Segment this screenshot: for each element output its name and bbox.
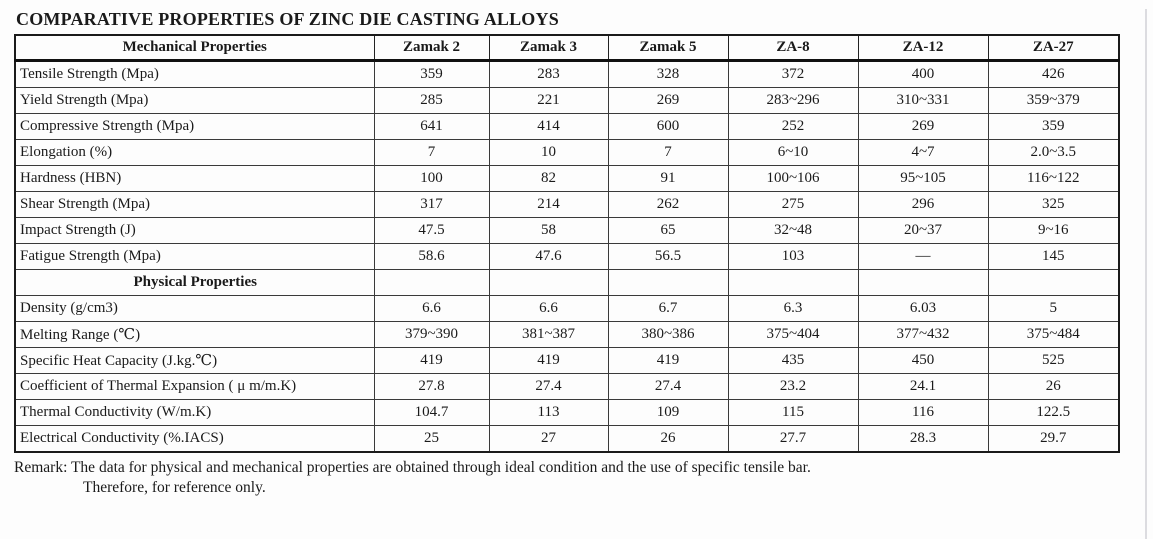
value-cell: 525	[988, 348, 1119, 374]
value-cell: 27.4	[489, 374, 608, 400]
row-label: Elongation (%)	[15, 140, 374, 166]
value-cell: 7	[374, 140, 489, 166]
value-cell	[858, 270, 988, 296]
value-cell: 25	[374, 426, 489, 453]
row-label: Electrical Conductivity (%.IACS)	[15, 426, 374, 453]
column-header: Mechanical Properties	[15, 35, 374, 61]
value-cell: 58	[489, 218, 608, 244]
column-header: ZA-8	[728, 35, 858, 61]
value-cell: 380~386	[608, 322, 728, 348]
value-cell: 100~106	[728, 166, 858, 192]
column-header: ZA-27	[988, 35, 1119, 61]
value-cell: 7	[608, 140, 728, 166]
value-cell: 379~390	[374, 322, 489, 348]
value-cell: 109	[608, 400, 728, 426]
value-cell: 262	[608, 192, 728, 218]
header-row	[15, 35, 1119, 61]
value-cell: 252	[728, 114, 858, 140]
value-cell: 328	[608, 61, 728, 88]
column-header: Zamak 2	[374, 35, 489, 61]
value-cell: 283	[489, 61, 608, 88]
scan-page-edge	[1145, 9, 1147, 539]
value-cell: 27.4	[608, 374, 728, 400]
remark	[14, 458, 1153, 499]
value-cell: 56.5	[608, 244, 728, 270]
remark-line-2: Therefore, for reference only.	[83, 479, 266, 497]
table-row	[15, 88, 1119, 114]
value-cell: 23.2	[728, 374, 858, 400]
table-row	[15, 348, 1119, 374]
remark-line-1: Remark: The data for physical and mechanical properties are obtained through ideal condition and the use of specific tensile bar.	[14, 459, 811, 476]
row-label: Fatigue Strength (Mpa)	[15, 244, 374, 270]
table-row	[15, 296, 1119, 322]
value-cell: 26	[608, 426, 728, 453]
value-cell: 6~10	[728, 140, 858, 166]
row-label: Yield Strength (Mpa)	[15, 88, 374, 114]
value-cell: 275	[728, 192, 858, 218]
document-page	[0, 9, 1153, 499]
value-cell	[608, 270, 728, 296]
value-cell: 5	[988, 296, 1119, 322]
table-row	[15, 192, 1119, 218]
value-cell: 6.6	[489, 296, 608, 322]
table-row	[15, 322, 1119, 348]
value-cell: 381~387	[489, 322, 608, 348]
properties-table	[14, 34, 1120, 453]
value-cell: 20~37	[858, 218, 988, 244]
row-label: Tensile Strength (Mpa)	[15, 61, 374, 88]
value-cell: 359	[374, 61, 489, 88]
table-row	[15, 166, 1119, 192]
value-cell: 317	[374, 192, 489, 218]
value-cell	[374, 270, 489, 296]
column-header: Zamak 3	[489, 35, 608, 61]
value-cell: 91	[608, 166, 728, 192]
value-cell: 28.3	[858, 426, 988, 453]
value-cell: 27.7	[728, 426, 858, 453]
column-header: Zamak 5	[608, 35, 728, 61]
value-cell: 95~105	[858, 166, 988, 192]
value-cell: 115	[728, 400, 858, 426]
value-cell: 116	[858, 400, 988, 426]
page-title: COMPARATIVE PROPERTIES OF ZINC DIE CASTING ALLOYS	[16, 9, 559, 29]
value-cell: 6.7	[608, 296, 728, 322]
table-row	[15, 114, 1119, 140]
value-cell: 27	[489, 426, 608, 453]
value-cell: 32~48	[728, 218, 858, 244]
value-cell: 82	[489, 166, 608, 192]
table-row	[15, 140, 1119, 166]
value-cell: 641	[374, 114, 489, 140]
row-label: Coefficient of Thermal Expansion ( μ m/m.K)	[15, 374, 374, 400]
value-cell: 145	[988, 244, 1119, 270]
value-cell: 4~7	[858, 140, 988, 166]
value-cell: 26	[988, 374, 1119, 400]
value-cell: 47.6	[489, 244, 608, 270]
value-cell	[728, 270, 858, 296]
value-cell: 214	[489, 192, 608, 218]
value-cell: 113	[489, 400, 608, 426]
table-row	[15, 374, 1119, 400]
value-cell: 600	[608, 114, 728, 140]
value-cell: 325	[988, 192, 1119, 218]
value-cell: 9~16	[988, 218, 1119, 244]
value-cell: 104.7	[374, 400, 489, 426]
value-cell: 221	[489, 88, 608, 114]
value-cell: 29.7	[988, 426, 1119, 453]
value-cell: 426	[988, 61, 1119, 88]
table-row	[15, 61, 1119, 88]
value-cell: 269	[608, 88, 728, 114]
row-label: Shear Strength (Mpa)	[15, 192, 374, 218]
value-cell	[489, 270, 608, 296]
section-row	[15, 270, 1119, 296]
value-cell: 359~379	[988, 88, 1119, 114]
value-cell: 65	[608, 218, 728, 244]
value-cell: 285	[374, 88, 489, 114]
row-label: Melting Range (℃)	[15, 322, 374, 348]
value-cell: 122.5	[988, 400, 1119, 426]
value-cell: 419	[608, 348, 728, 374]
value-cell: 58.6	[374, 244, 489, 270]
table-row	[15, 244, 1119, 270]
value-cell: 400	[858, 61, 988, 88]
value-cell: 103	[728, 244, 858, 270]
value-cell: 377~432	[858, 322, 988, 348]
column-header: ZA-12	[858, 35, 988, 61]
value-cell: 375~404	[728, 322, 858, 348]
value-cell: 6.6	[374, 296, 489, 322]
value-cell: 6.3	[728, 296, 858, 322]
table-body	[15, 61, 1119, 453]
value-cell: 419	[489, 348, 608, 374]
value-cell: 24.1	[858, 374, 988, 400]
value-cell: 283~296	[728, 88, 858, 114]
value-cell: 47.5	[374, 218, 489, 244]
value-cell: 450	[858, 348, 988, 374]
section-header-label: Physical Properties	[15, 270, 374, 296]
value-cell: 116~122	[988, 166, 1119, 192]
value-cell: 310~331	[858, 88, 988, 114]
value-cell: 435	[728, 348, 858, 374]
value-cell: 2.0~3.5	[988, 140, 1119, 166]
row-label: Specific Heat Capacity (J.kg.℃)	[15, 348, 374, 374]
value-cell: 10	[489, 140, 608, 166]
table-row	[15, 400, 1119, 426]
value-cell: 372	[728, 61, 858, 88]
row-label: Compressive Strength (Mpa)	[15, 114, 374, 140]
value-cell	[988, 270, 1119, 296]
value-cell: 100	[374, 166, 489, 192]
value-cell: —	[858, 244, 988, 270]
value-cell: 359	[988, 114, 1119, 140]
row-label: Hardness (HBN)	[15, 166, 374, 192]
row-label: Density (g/cm3)	[15, 296, 374, 322]
row-label: Impact Strength (J)	[15, 218, 374, 244]
row-label: Thermal Conductivity (W/m.K)	[15, 400, 374, 426]
value-cell: 27.8	[374, 374, 489, 400]
table-row	[15, 218, 1119, 244]
value-cell: 6.03	[858, 296, 988, 322]
value-cell: 375~484	[988, 322, 1119, 348]
value-cell: 414	[489, 114, 608, 140]
value-cell: 296	[858, 192, 988, 218]
value-cell: 269	[858, 114, 988, 140]
table-row	[15, 426, 1119, 453]
value-cell: 419	[374, 348, 489, 374]
